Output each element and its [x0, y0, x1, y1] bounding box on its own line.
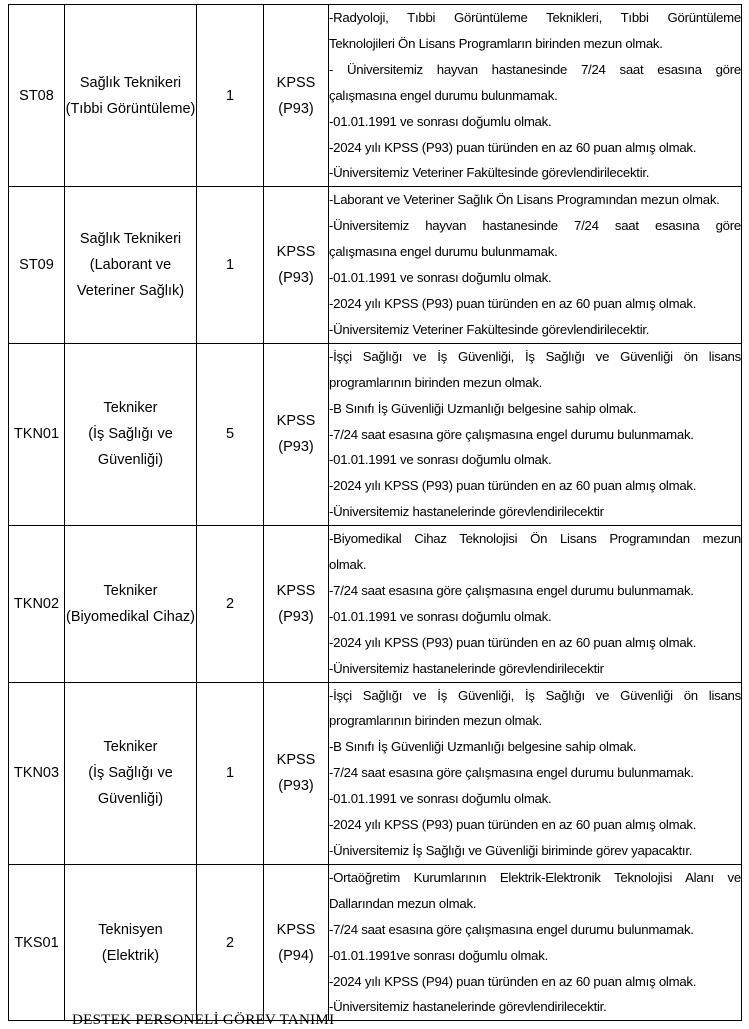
- requirement-line: -Radyoloji, Tıbbi Görüntüleme Teknikleri, Tıbbi Görüntüleme: [329, 10, 741, 25]
- requirement-line: -Üniversitemiz hastanelerinde görevlendirilecektir: [329, 504, 604, 520]
- requirement-line: -Üniversitemiz Veteriner Fakültesinde görevlendirilecektir.: [329, 165, 650, 181]
- position-quantity: 1: [197, 5, 264, 187]
- requirement-line: -2024 yılı KPSS (P93) puan türünden en az 60 puan almış olmak.: [329, 478, 697, 494]
- requirement-line: -2024 yılı KPSS (P93) puan türünden en az 60 puan almış olmak.: [329, 139, 697, 155]
- title-line: (Laborant ve: [89, 257, 172, 274]
- position-quantity: 1: [197, 187, 264, 343]
- requirement-line: programlarının birinden mezun olmak.: [329, 374, 543, 390]
- requirement-line: -Ortaöğretim Kurumlarının Elektrik-Elektronik Teknolojisi Alanı ve: [329, 869, 741, 885]
- requirements-cell: [329, 5, 742, 187]
- positions-table: [8, 4, 742, 1021]
- title-line: (Biyomedikal Cihaz): [66, 608, 195, 625]
- table-row: [9, 187, 742, 343]
- exam-line: KPSS: [276, 752, 316, 769]
- requirement-line: -Biyomedikal Cihaz Teknolojisi Ön Lisans Programından mezun: [329, 531, 741, 547]
- table-row: [9, 526, 742, 682]
- title-line: (Tıbbi Görüntüleme): [65, 100, 196, 117]
- requirement-line: Dallarından mezun olmak.: [329, 895, 477, 911]
- requirement-line: -01.01.1991 ve sonrası doğumlu olmak.: [329, 791, 552, 807]
- exam-line: (P93): [278, 100, 314, 117]
- requirement-line: -7/24 saat esasına göre çalışmasına engel durumu bulunmamak.: [329, 921, 694, 937]
- table-row: [9, 5, 742, 187]
- requirement-line: - Üniversitemiz hayvan hastanesinde 7/24 saat esasına göre: [329, 61, 741, 77]
- title-line: Sağlık Teknikeri: [79, 231, 182, 248]
- position-quantity: 1: [197, 682, 264, 864]
- requirement-line: -01.01.1991 ve sonrası doğumlu olmak.: [329, 452, 552, 468]
- requirements-cell: [329, 682, 742, 864]
- requirement-line: -7/24 saat esasına göre çalışmasına engel durumu bulunmamak.: [329, 765, 694, 781]
- position-quantity: 2: [197, 864, 264, 1020]
- position-title: [65, 187, 197, 343]
- exam-line: KPSS: [276, 413, 316, 430]
- title-line: (İş Sağlığı ve: [88, 765, 173, 782]
- title-line: Tekniker: [103, 400, 158, 417]
- exam-line: KPSS: [276, 921, 316, 938]
- requirement-line: -01.01.1991 ve sonrası doğumlu olmak.: [329, 113, 552, 129]
- requirements-cell: [329, 864, 742, 1020]
- requirement-line: -7/24 saat esasına göre çalışmasına engel durumu bulunmamak.: [329, 582, 694, 598]
- exam-line: KPSS: [276, 74, 316, 91]
- requirement-line: -Üniversitemiz İş Sağlığı ve Güvenliği biriminde görev yapacaktır.: [329, 843, 693, 858]
- position-code: TKN01: [9, 343, 65, 525]
- title-line: Tekniker: [103, 739, 158, 756]
- requirement-line: -B Sınıfı İş Güvenliği Uzmanlığı belgesine sahip olmak.: [329, 739, 637, 755]
- table-row: [9, 682, 742, 864]
- requirement-line: -7/24 saat esasına göre çalışmasına engel durumu bulunmamak.: [329, 426, 694, 442]
- position-title: [65, 682, 197, 864]
- requirement-line: -Üniversitemiz hastanelerinde görevlendirilecektir: [329, 660, 604, 676]
- requirement-line: -01.01.1991 ve sonrası doğumlu olmak.: [329, 270, 552, 286]
- position-title: [65, 343, 197, 525]
- title-line: Teknisyen: [98, 921, 163, 938]
- requirements-cell: [329, 187, 742, 343]
- exam-line: KPSS: [276, 244, 316, 261]
- title-line: Güvenliği): [97, 452, 164, 469]
- requirement-line: olmak.: [329, 557, 367, 573]
- exam-type: [264, 526, 329, 682]
- position-title: [65, 864, 197, 1020]
- position-code: ST09: [9, 187, 65, 343]
- title-line: Güvenliği): [97, 791, 164, 808]
- position-title: [65, 526, 197, 682]
- table-row: [9, 343, 742, 525]
- exam-line: (P94): [278, 947, 314, 964]
- exam-line: (P93): [278, 608, 314, 625]
- title-line: (Elektrik): [101, 947, 160, 964]
- exam-type: [264, 5, 329, 187]
- exam-type: [264, 682, 329, 864]
- exam-line: KPSS: [276, 582, 316, 599]
- requirement-line: -Üniversitemiz hayvan hastanesinde 7/24 saat esasına göre: [329, 218, 741, 234]
- title-line: (İş Sağlığı ve: [88, 426, 173, 443]
- requirement-line: -2024 yılı KPSS (P93) puan türünden en az 60 puan almış olmak.: [329, 634, 697, 650]
- requirement-line: Teknolojileri Ön Lisans Programların birinden mezun olmak.: [329, 35, 663, 51]
- requirement-line: -Laborant ve Veteriner Sağlık Ön Lisans Programından mezun olmak.: [329, 192, 720, 208]
- requirement-line: -İşçi Sağlığı ve İş Güvenliği, İş Sağlığı ve Güvenliği ön lisans: [329, 687, 741, 703]
- section-heading: DESTEK PERSONELİ GÖREV TANIMI: [72, 1012, 335, 1028]
- requirement-line: -2024 yılı KPSS (P93) puan türünden en az 60 puan almış olmak.: [329, 817, 697, 833]
- requirement-line: -01.01.1991 ve sonrası doğumlu olmak.: [329, 608, 552, 624]
- position-code: ST08: [9, 5, 65, 187]
- requirement-line: -01.01.1991ve sonrası doğumlu olmak.: [329, 947, 548, 963]
- exam-line: (P93): [278, 778, 314, 795]
- requirements-cell: [329, 526, 742, 682]
- title-line: Sağlık Teknikeri: [79, 74, 182, 91]
- exam-line: (P93): [278, 270, 314, 287]
- title-line: Veteriner Sağlık): [76, 283, 185, 300]
- requirement-line: çalışmasına engel durumu bulunmamak.: [329, 87, 558, 103]
- requirement-line: -2024 yılı KPSS (P93) puan türünden en az 60 puan almış olmak.: [329, 295, 697, 311]
- position-code: TKS01: [9, 864, 65, 1020]
- requirement-line: programlarının birinden mezun olmak.: [329, 713, 543, 729]
- position-code: TKN02: [9, 526, 65, 682]
- exam-line: (P93): [278, 439, 314, 456]
- exam-type: [264, 864, 329, 1020]
- table-row: [9, 864, 742, 1020]
- requirements-cell: [329, 343, 742, 525]
- exam-type: [264, 187, 329, 343]
- requirement-line: -2024 yılı KPSS (P94) puan türünden en az 60 puan almış olmak.: [329, 973, 697, 989]
- requirement-line: -İşçi Sağlığı ve İş Güvenliği, İş Sağlığı ve Güvenliği ön lisans: [329, 348, 741, 364]
- exam-type: [264, 343, 329, 525]
- position-quantity: 2: [197, 526, 264, 682]
- position-title: [65, 5, 197, 187]
- position-quantity: 5: [197, 343, 264, 525]
- position-code: TKN03: [9, 682, 65, 864]
- requirement-line: -Üniversitemiz hastanelerinde görevlendirilecektir.: [329, 999, 607, 1015]
- requirement-line: -B Sınıfı İş Güvenliği Uzmanlığı belgesine sahip olmak.: [329, 400, 637, 416]
- requirement-line: -Üniversitemiz Veteriner Fakültesinde görevlendirilecektir.: [329, 321, 650, 337]
- requirement-line: çalışmasına engel durumu bulunmamak.: [329, 244, 558, 260]
- title-line: Tekniker: [103, 582, 158, 599]
